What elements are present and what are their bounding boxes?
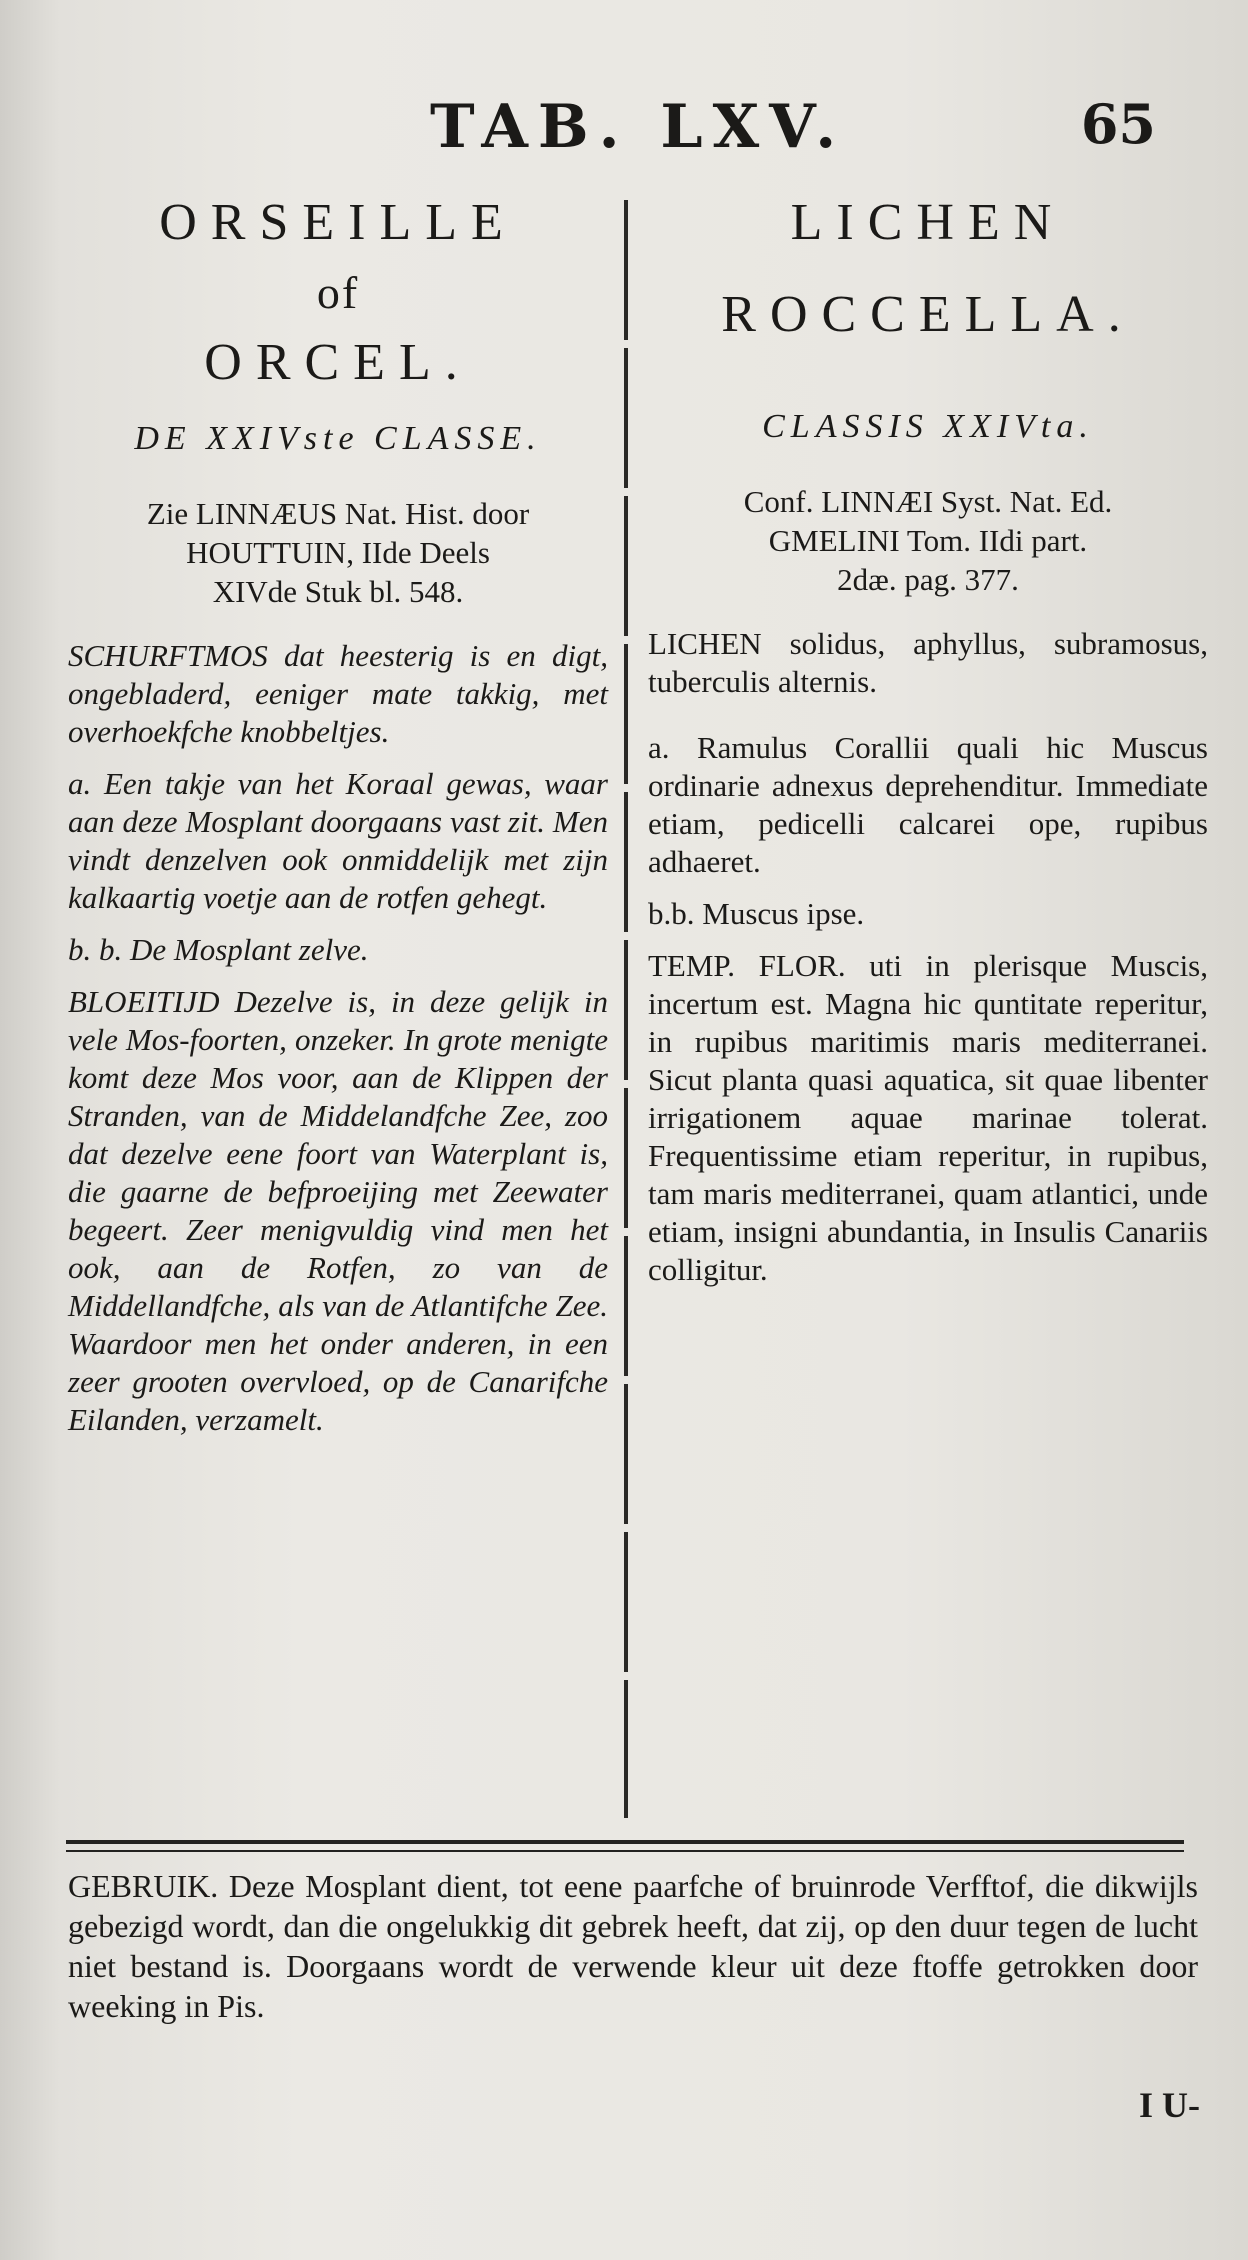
latin-classis: CLASSIS XXIVta. [762, 408, 1094, 445]
latin-reference [648, 482, 1208, 599]
latin-ref-line1: Conf. LINNÆI Syst. Nat. Ed. [743, 484, 1113, 519]
latin-ref-line2: GMELINI Tom. IIdi part. [768, 523, 1088, 558]
latin-note-a: a. Ramulus Corallii quali hic Muscus ordinarie adnexus deprehenditur. Immediate etiam, pedicelli calcarei ope, rupibus adhaeret. [648, 730, 1208, 879]
column-divider [624, 200, 628, 1818]
dutch-note-a: a. Een takje van het Koraal gewas, waar aan deze Mosplant doorgaans vast zit. Men vindt denzelven ook onmiddelijk met zijn kalkaartig voetje aan de rotfen gehegt. [68, 766, 608, 915]
dutch-classe: DE XXIVste CLASSE. [134, 420, 542, 457]
plate-title: TAB. LXV. [430, 92, 847, 162]
page-number: 65 [1080, 92, 1156, 156]
dutch-name-line3: ORCEL. [204, 334, 472, 391]
dutch-reference [68, 494, 608, 611]
page-header [430, 92, 1208, 162]
usage-paragraph: GEBRUIK. Deze Mosplant dient, tot eene paarfche of bruinrode Verfftof, die dikwijls gebezigd wordt, dan die ongelukkig dit gebrek heeft, dat zij, op den duur tegen de lucht niet bestand is. Doorgaans wordt de verwende kleur uit deze ftoffe getrokken door weeking in Pis. [68, 1868, 1198, 2024]
catchword: I U- [1139, 2085, 1200, 2125]
dutch-note-bb: b. b. De Mosplant zelve. [68, 932, 369, 967]
latin-note-bb: b.b. Muscus ipse. [648, 896, 865, 931]
latin-ref-line3: 2dæ. pag. 377. [837, 562, 1019, 597]
latin-flowering: TEMP. FLOR. uti in plerisque Muscis, incertum est. Magna hic quntitate reperitur, in rupibus maritimis maris mediterranei. Sicut planta quasi aquatica, sit quae libenter irrigationem aquae marinae tolerat. Frequentissime etiam reperitur, in rupibus, tam maris mediterranei, quam atlantici, unde etiam, insigni abundantia, in Insulis Canariis colligitur. [648, 948, 1208, 1287]
latin-description: LICHEN solidus, aphyllus, subramosus, tuberculis alternis. [648, 626, 1208, 699]
dutch-column [68, 188, 608, 1453]
dutch-name-line1: ORSEILLE [159, 194, 517, 251]
dutch-name-line2: of [316, 267, 360, 318]
dutch-ref-line1: Zie LINNÆUS Nat. Hist. door [146, 496, 530, 531]
latin-name-line2: ROCCELLA. [721, 286, 1135, 343]
dutch-ref-line2: HOUTTUIN, IIde Deels [186, 535, 490, 570]
dutch-description: SCHURFTMOS dat heesterig is en digt, ongebladerd, eeniger mate takkig, met overhoekfche knobbeltjes. [68, 638, 608, 749]
section-rule [66, 1840, 1184, 1852]
latin-column [648, 188, 1208, 1303]
dutch-flowering: BLOEITIJD Dezelve is, in deze gelijk in vele Mos-foorten, onzeker. In grote menigte komt deze Mos voor, aan de Klippen der Stranden, van de Middelandfche Zee, zoo dat dezelve eene foort van Waterplant is, die gaarne de befproeijing met Zeewater begeert. Zeer menigvuldig vind men het ook, aan de Rotfen, zo van de Middellandfche, als van de Atlantifche Zee. Waardoor men het onder anderen, in een zeer grooten overvloed, op de Canarifche Eilanden, verzamelt. [68, 984, 608, 1437]
dutch-ref-line3: XIVde Stuk bl. 548. [212, 574, 464, 609]
latin-name-line1: LICHEN [790, 194, 1066, 251]
